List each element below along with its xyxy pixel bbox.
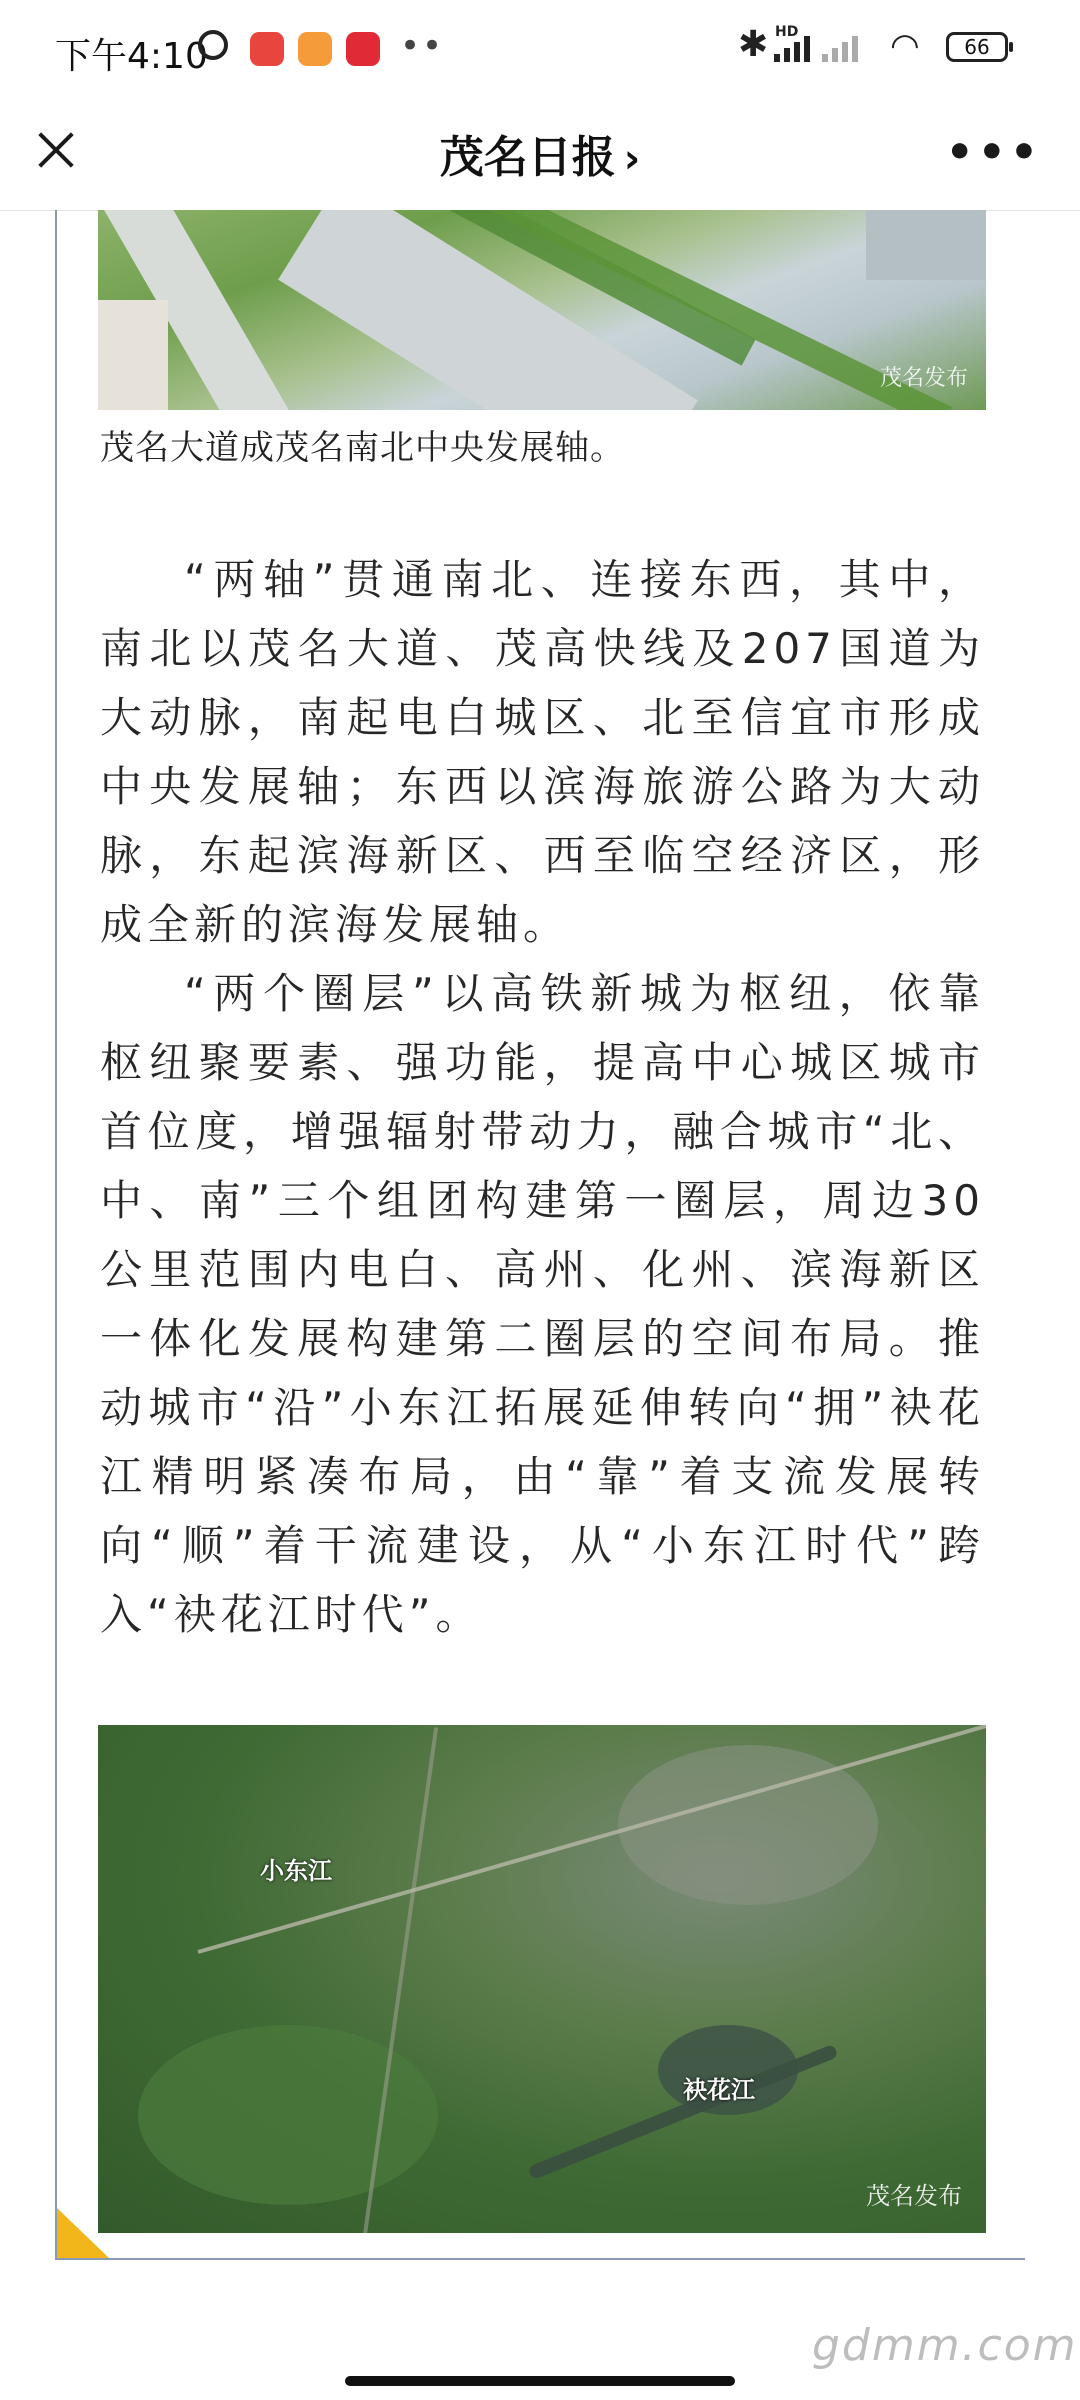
map-label-xiaodongjiang: 小东江 (260, 1857, 332, 1885)
app-notification-icon (250, 32, 284, 66)
app-notification-icon (298, 32, 332, 66)
more-notifications-icon: •• (400, 26, 445, 66)
app-notification-icon (346, 32, 380, 66)
map-label-juehuajiang: 袂花江 (683, 2076, 755, 2104)
status-bar (0, 0, 1080, 95)
battery-icon: 66 (946, 32, 1008, 62)
frame-border-bottom (55, 2258, 1025, 2260)
account-name: 茂名日报 (439, 132, 616, 183)
article-paragraph: “两轴”贯通南北、连接东西，其中，南北以茂名大道、茂高快线及207国道为大动脉，南起电白城区、北至信宜市形成中央发展轴；东西以滨海旅游公路为大动脉，东起滨海新区、西至临空经济区，形成全新的滨海发展轴。 (100, 555, 985, 949)
photo-caption: 茂名大道成茂名南北中央发展轴。 (100, 428, 625, 468)
article-paragraph: “两个圈层”以高铁新城为枢纽，依靠枢纽聚要素、强功能，提高中心城区城市首位度，增强辐射带动力，融合城市“北、中、南”三个组团构建第一圈层，周边30公里范围内电白、高州、化州、滨海新区一体化发展构建第二圈层的空间布局。推动城市“沿”小东江拓展延伸转向“拥”袂花江精明紧凑布局，由“靠”着支流发展转向“顺”着干流建设，从“小东江时代”跨入“袂花江时代”。 (100, 969, 985, 1639)
more-options-icon[interactable]: ••• (945, 127, 1042, 178)
nav-bar (0, 95, 1080, 211)
account-title[interactable] (0, 121, 1080, 185)
signal-icon (774, 36, 810, 62)
frame-border-left (55, 210, 57, 2260)
aerial-photo[interactable] (98, 210, 986, 410)
chevron-right-icon: › (623, 136, 641, 182)
hd-label: HD (775, 24, 799, 40)
article-body (100, 545, 985, 1649)
site-watermark: gdmm.com (812, 2320, 1078, 2371)
satellite-map-image[interactable] (98, 1725, 986, 2233)
bluetooth-icon: ✱ (738, 24, 769, 65)
alarm-icon (198, 30, 228, 60)
photo-watermark: 茂名发布 (879, 366, 968, 391)
map-watermark: 茂名发布 (866, 2182, 962, 2210)
status-time: 下午4:10 (55, 36, 208, 77)
wifi-icon: ◠ (890, 26, 920, 66)
signal-icon-secondary (822, 36, 858, 62)
home-indicator[interactable] (345, 2376, 735, 2386)
